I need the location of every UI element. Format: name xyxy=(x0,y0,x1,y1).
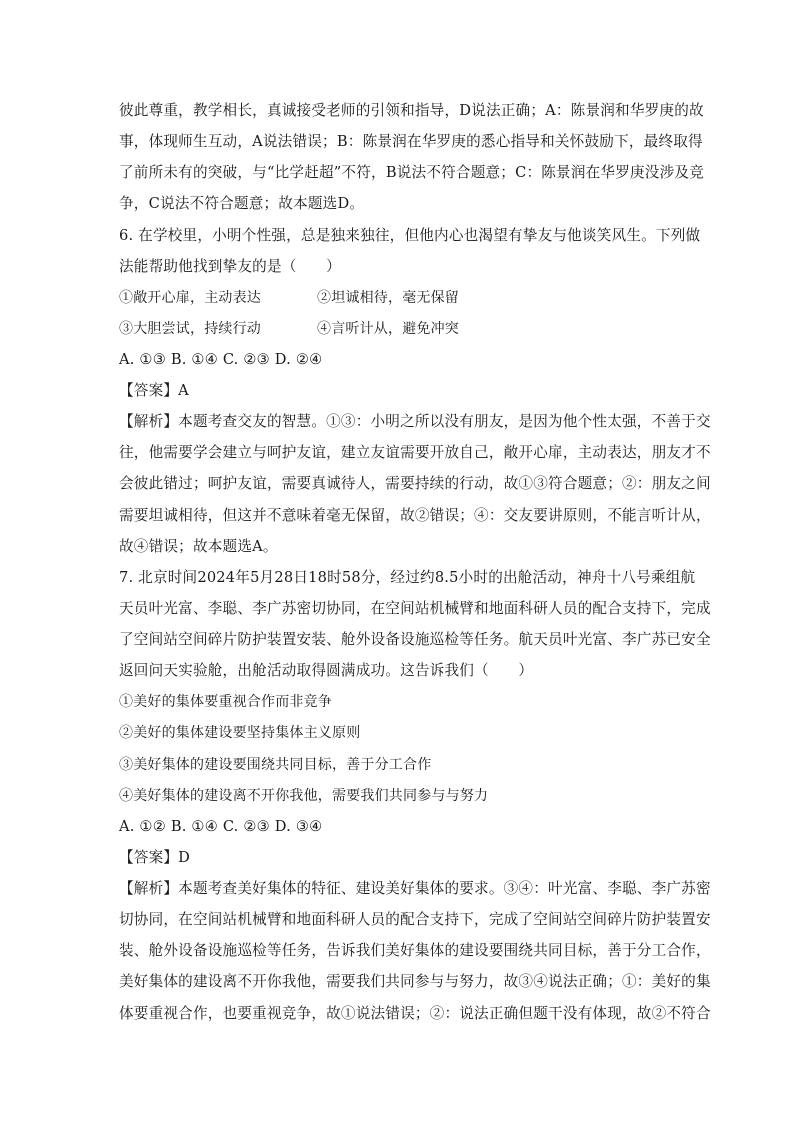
question-7-option-4: ④美好集体的建设离不开你我他，需要我们共同参与与努力 xyxy=(119,788,489,804)
question-7-analysis: 美好集体的建设离不开你我他，需要我们共同参与与努力，故③④说法正确；①：美好的集 xyxy=(119,973,711,990)
question-7-analysis: 切协同，在空间站机械臂和地面科研人员的配合支持下，完成了空间站空间碎片防护装置安 xyxy=(119,911,711,928)
question-7-option-1: ①美好的集体要重视合作而非竞争 xyxy=(119,694,332,710)
question-7-answer: 【答案】D xyxy=(119,849,191,866)
option-3: ③大胆尝试，持续行动 xyxy=(119,321,261,337)
question-7-stem: 天员叶光富、李聪、李广苏密切协同，在空间站机械臂和地面科研人员的配合支持下，完成 xyxy=(119,600,711,617)
option-4: ④言听计从，避免冲突 xyxy=(317,321,459,337)
question-6-stem: 6. 在学校里，小明个性强，总是独来独往，但他内心也渴望有挚友与他谈笑风生。下列做 xyxy=(119,227,701,244)
question-6-analysis: 【解析】本题考查交友的智慧。①③：小明之所以没有朋友，是因为他个性太强，不善于交 xyxy=(119,413,711,430)
question-6-choices: A. ①③ B. ①④ C. ②③ D. ②④ xyxy=(119,351,323,368)
question-6-options-row-1 xyxy=(119,288,459,308)
question-6-options-row-2 xyxy=(119,319,459,339)
option-2: ②坦诚相待，毫无保留 xyxy=(317,290,459,306)
question-7-stem: 了空间站空间碎片防护装置安装、舱外设备设施巡检等任务。航天员叶光富、李广苏已安全 xyxy=(119,631,711,648)
text-line: 争，C说法不符合题意；故本题选D。 xyxy=(119,195,365,212)
question-7-option-3: ③美好集体的建设要围绕共同目标，善于分工合作 xyxy=(119,757,432,773)
text-line: 彼此尊重，教学相长，真诚接受老师的引领和指导，D说法正确；A：陈景润和华罗庚的故 xyxy=(119,102,704,119)
question-7-analysis: 装、舱外设备设施巡检等任务，告诉我们美好集体的建设要围绕共同目标，善于分工合作， xyxy=(119,942,711,959)
question-7-stem: 返回问天实验舱，出舱活动取得圆满成功。这告诉我们（ ） xyxy=(119,662,534,679)
option-1: ①敞开心扉，主动表达 xyxy=(119,290,261,306)
question-7-option-2: ②美好的集体建设要坚持集体主义原则 xyxy=(119,725,361,741)
text-line: 了前所未有的突破，与“比学赶超”不符，B说法不符合题意；C：陈景润在华罗庚没涉及竞 xyxy=(119,164,704,181)
question-7-choices: A. ①② B. ①④ C. ②③ D. ③④ xyxy=(119,818,323,835)
question-6-analysis: 往，他需要学会建立与呵护友谊，建立友谊需要开放自己，敞开心扉，主动表达，朋友才不 xyxy=(119,444,711,461)
question-6-analysis: 会彼此错过；呵护友谊，需要真诚待人，需要持续的行动，故①③符合题意；②：朋友之间 xyxy=(119,475,711,492)
text-line: 事，体现师生互动，A说法错误；B：陈景润在华罗庚的悉心指导和关怀鼓励下，最终取得 xyxy=(119,133,703,150)
question-6-answer: 【答案】A xyxy=(119,382,189,399)
question-7-analysis: 体要重视合作，也要重视竞争，故①说法错误；②：说法正确但题干没有体现，故②不符合 xyxy=(119,1005,711,1022)
question-7-analysis: 【解析】本题考查美好集体的特征、建设美好集体的要求。③④：叶光富、李聪、李广苏密 xyxy=(119,880,711,897)
question-6-stem: 法能帮助他找到挚友的是（ ） xyxy=(119,258,341,275)
question-6-analysis: 需要坦诚相待，但这并不意味着毫无保留，故②错误；④：交友要讲原则，不能言听计从， xyxy=(119,507,711,524)
question-7-stem: 7. 北京时间2024年5月28日18时58分，经过约8.5小时的出舱活动，神舟十八号乘组航 xyxy=(119,569,696,586)
question-6-analysis: 故④错误；故本题选A。 xyxy=(119,538,278,555)
